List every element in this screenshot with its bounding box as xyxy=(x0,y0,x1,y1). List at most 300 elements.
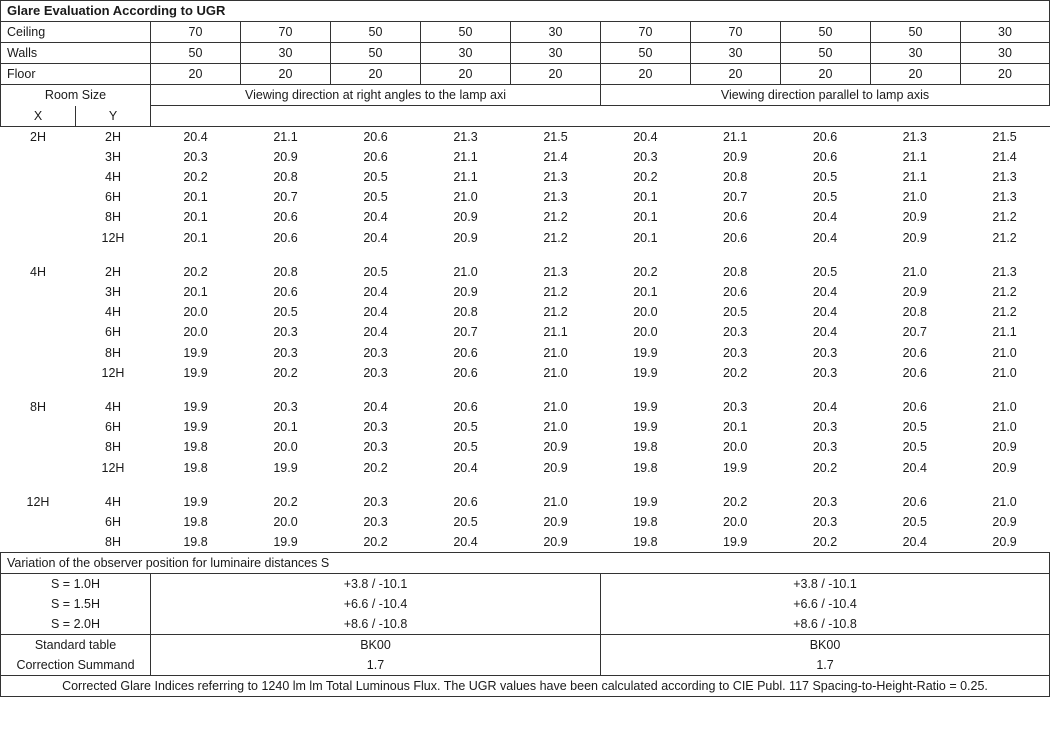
spacer-row xyxy=(151,478,601,492)
title-row xyxy=(1,1,1050,22)
ugr-value: 20.3 xyxy=(812,494,838,509)
room-size-row xyxy=(1,512,151,532)
ugr-value: 20.9 xyxy=(902,210,927,225)
ugr-value: 20.6 xyxy=(902,365,927,380)
ugr-value: 20.9 xyxy=(453,210,478,225)
walls-value: 50 xyxy=(601,43,691,64)
ugr-value: 20.4 xyxy=(363,325,388,340)
room-size-row xyxy=(1,437,151,457)
ugr-value: 19.9 xyxy=(633,345,658,360)
ceiling-value: 50 xyxy=(331,22,421,43)
ugr-value: 21.1 xyxy=(453,169,478,184)
ugr-value: 20.6 xyxy=(273,210,298,225)
ugr-data-row-parallel xyxy=(601,147,1050,167)
walls-value: 30 xyxy=(691,43,781,64)
ugr-value: 20.3 xyxy=(363,345,388,360)
page-title: Glare Evaluation According to UGR xyxy=(1,1,1050,22)
ugr-value: 20.5 xyxy=(902,440,927,455)
ugr-value: 20.5 xyxy=(363,264,388,279)
ugr-value: 20.6 xyxy=(902,494,927,509)
ugr-value: 21.0 xyxy=(992,420,1017,435)
floor-value: 20 xyxy=(151,64,241,85)
ugr-value: 20.6 xyxy=(723,284,748,299)
ugr-value: 19.8 xyxy=(183,535,208,550)
ugr-data-row-parallel xyxy=(601,458,1050,478)
walls-value: 30 xyxy=(511,43,601,64)
x-value xyxy=(1,363,76,383)
ugr-value: 21.4 xyxy=(992,149,1017,164)
ugr-value: 20.3 xyxy=(363,514,388,529)
ugr-value: 19.8 xyxy=(633,535,658,550)
ugr-value: 20.2 xyxy=(812,460,838,475)
ugr-value: 19.9 xyxy=(273,535,298,550)
correction-summand-row xyxy=(1,655,1050,676)
ugr-value: 21.2 xyxy=(543,305,568,320)
walls-label: Walls xyxy=(1,43,151,64)
ugr-value: 19.9 xyxy=(723,535,748,550)
ugr-value: 20.6 xyxy=(453,345,478,360)
walls-value: 50 xyxy=(781,43,871,64)
ugr-value: 21.0 xyxy=(453,264,478,279)
ugr-value: 20.9 xyxy=(992,514,1017,529)
x-value xyxy=(1,322,76,342)
ugr-data-row-parallel xyxy=(601,512,1050,532)
ugr-value: 20.2 xyxy=(363,535,388,550)
x-value xyxy=(1,532,76,552)
floor-value: 20 xyxy=(241,64,331,85)
ugr-value: 20.9 xyxy=(543,535,568,550)
ugr-value: 19.9 xyxy=(273,460,298,475)
y-value: 4H xyxy=(105,169,121,184)
ugr-value: 20.4 xyxy=(812,210,838,225)
ugr-value: 21.1 xyxy=(453,149,478,164)
ugr-value: 21.0 xyxy=(992,494,1017,509)
ugr-value: 21.1 xyxy=(273,129,298,144)
data-column-perpendicular xyxy=(151,126,601,553)
room-size-row xyxy=(1,187,151,207)
ugr-value: 20.3 xyxy=(812,514,838,529)
ugr-value: 20.4 xyxy=(633,129,658,144)
ugr-data-row-perpendicular xyxy=(151,228,601,248)
ugr-value: 20.1 xyxy=(183,284,208,299)
ugr-value: 20.1 xyxy=(183,230,208,245)
footnote-text: Corrected Glare Indices referring to 1240 lm lm Total Luminous Flux. The UGR values have been calculated according to CIE Publ. 117 Spacing-to-Height-Ratio = 0.25. xyxy=(1,676,1050,697)
spacer-row xyxy=(601,248,1050,262)
ugr-value: 19.9 xyxy=(633,399,658,414)
ugr-value: 20.5 xyxy=(273,305,298,320)
room-size-row xyxy=(1,417,151,437)
ugr-value: 20.9 xyxy=(273,149,298,164)
ugr-data-row-perpendicular xyxy=(151,512,601,532)
ugr-value: 20.4 xyxy=(812,325,838,340)
ugr-data-row-parallel xyxy=(601,397,1050,417)
ugr-value: 20.5 xyxy=(453,420,478,435)
y-value: 2H xyxy=(105,264,121,279)
ugr-value: 20.9 xyxy=(992,535,1017,550)
ugr-value: 20.3 xyxy=(183,149,208,164)
x-axis-label: X xyxy=(1,106,76,127)
data-grid-parallel xyxy=(601,127,1050,553)
room-size-row xyxy=(1,322,151,342)
ugr-value: 20.3 xyxy=(723,399,748,414)
variation-value-parallel: +8.6 / -10.8 xyxy=(601,614,1050,635)
ugr-value: 20.2 xyxy=(633,264,658,279)
ugr-data-row-parallel xyxy=(601,228,1050,248)
standard-table-row xyxy=(1,635,1050,656)
ugr-value: 19.8 xyxy=(633,440,658,455)
variation-row xyxy=(1,574,1050,595)
ugr-data-row-parallel xyxy=(601,207,1050,227)
ugr-value: 20.3 xyxy=(363,365,388,380)
y-value: 8H xyxy=(105,210,121,225)
ugr-value: 20.3 xyxy=(812,365,838,380)
ugr-value: 20.9 xyxy=(543,514,568,529)
x-value xyxy=(1,167,76,187)
spacer-row xyxy=(1,248,151,262)
walls-value: 30 xyxy=(241,43,331,64)
spacer-row xyxy=(1,383,151,397)
floor-value: 20 xyxy=(421,64,511,85)
ugr-data-row-perpendicular xyxy=(151,282,601,302)
ugr-value: 21.5 xyxy=(543,129,568,144)
ugr-value: 20.6 xyxy=(902,399,927,414)
ugr-value: 20.2 xyxy=(723,494,748,509)
ugr-value: 19.9 xyxy=(723,460,748,475)
ugr-value: 20.0 xyxy=(183,305,208,320)
ugr-value: 21.0 xyxy=(902,190,927,205)
ugr-value: 21.1 xyxy=(723,129,748,144)
ugr-value: 20.5 xyxy=(453,514,478,529)
ugr-value: 20.9 xyxy=(902,230,927,245)
ugr-value: 20.2 xyxy=(273,494,298,509)
y-value: 4H xyxy=(105,305,121,320)
spacer-cell xyxy=(151,383,601,397)
floor-value: 20 xyxy=(601,64,691,85)
room-size-grid xyxy=(1,127,151,553)
ugr-value: 20.5 xyxy=(723,305,748,320)
ugr-value: 20.9 xyxy=(453,230,478,245)
y-value: 6H xyxy=(105,190,121,205)
ugr-value: 20.5 xyxy=(363,190,388,205)
room-size-row xyxy=(1,127,151,147)
ugr-data-row-perpendicular xyxy=(151,127,601,147)
ugr-value: 21.2 xyxy=(543,230,568,245)
ugr-value: 20.3 xyxy=(812,345,838,360)
ugr-value: 20.2 xyxy=(633,169,658,184)
ugr-value: 20.0 xyxy=(633,325,658,340)
spacer-cell xyxy=(601,248,1050,262)
ugr-value: 20.2 xyxy=(183,264,208,279)
ceiling-value: 30 xyxy=(961,22,1050,43)
ugr-value: 20.1 xyxy=(633,230,658,245)
correction-summand-parallel: 1.7 xyxy=(601,655,1050,676)
ugr-value: 21.0 xyxy=(902,264,927,279)
ugr-value: 20.1 xyxy=(633,284,658,299)
spacer-cell xyxy=(1,383,151,397)
spacer-cell xyxy=(1,248,151,262)
ugr-data-row-perpendicular xyxy=(151,363,601,383)
ugr-value: 20.3 xyxy=(812,420,838,435)
room-size-row xyxy=(1,343,151,363)
ugr-data-row-perpendicular xyxy=(151,437,601,457)
ugr-data-row-parallel xyxy=(601,262,1050,282)
floor-value: 20 xyxy=(961,64,1050,85)
ugr-value: 20.3 xyxy=(363,420,388,435)
ugr-value: 21.3 xyxy=(453,129,478,144)
ugr-value: 20.2 xyxy=(812,535,838,550)
ugr-value: 19.9 xyxy=(633,494,658,509)
room-size-row xyxy=(1,492,151,512)
ugr-value: 21.2 xyxy=(543,210,568,225)
ugr-value: 20.6 xyxy=(273,230,298,245)
ugr-value: 20.4 xyxy=(812,284,838,299)
ugr-value: 21.3 xyxy=(992,264,1017,279)
y-value: 2H xyxy=(105,129,121,144)
ugr-value: 20.3 xyxy=(273,399,298,414)
spacer-row xyxy=(1,478,151,492)
x-value: 8H xyxy=(30,399,46,414)
walls-value: 30 xyxy=(871,43,961,64)
ceiling-row xyxy=(1,22,1050,43)
ugr-value: 20.9 xyxy=(992,460,1017,475)
y-value: 6H xyxy=(105,325,121,340)
ugr-value: 21.3 xyxy=(992,190,1017,205)
ugr-value: 20.7 xyxy=(723,190,748,205)
ugr-data-row-parallel xyxy=(601,167,1050,187)
ugr-value: 19.9 xyxy=(183,345,208,360)
ceiling-value: 50 xyxy=(421,22,511,43)
ugr-value: 21.0 xyxy=(992,365,1017,380)
ugr-data-row-perpendicular xyxy=(151,167,601,187)
ugr-value: 20.8 xyxy=(723,169,748,184)
room-size-row xyxy=(1,228,151,248)
ugr-data-row-parallel xyxy=(601,282,1050,302)
room-size-row xyxy=(1,397,151,417)
y-value: 8H xyxy=(105,440,121,455)
ugr-value: 20.6 xyxy=(453,494,478,509)
ugr-value: 20.9 xyxy=(453,284,478,299)
x-value xyxy=(1,302,76,322)
variation-row xyxy=(1,594,1050,614)
room-size-label: Room Size xyxy=(1,85,151,106)
ugr-value: 20.4 xyxy=(363,230,388,245)
ceiling-value: 70 xyxy=(151,22,241,43)
ugr-value: 20.6 xyxy=(812,129,838,144)
room-size-row xyxy=(1,262,151,282)
ugr-value: 20.4 xyxy=(453,460,478,475)
ugr-value: 20.3 xyxy=(633,149,658,164)
ugr-value: 20.5 xyxy=(453,440,478,455)
ugr-value: 20.3 xyxy=(812,440,838,455)
spacer-cell xyxy=(601,383,1050,397)
data-grid-perpendicular xyxy=(151,127,601,553)
ugr-data-row-parallel xyxy=(601,127,1050,147)
walls-value: 30 xyxy=(961,43,1050,64)
ugr-value: 21.0 xyxy=(992,399,1017,414)
ugr-value: 19.9 xyxy=(633,420,658,435)
ugr-value: 20.0 xyxy=(723,514,748,529)
ugr-value: 20.9 xyxy=(902,284,927,299)
variation-header-row xyxy=(1,553,1050,574)
ugr-value: 21.2 xyxy=(992,230,1017,245)
ugr-value: 20.4 xyxy=(363,305,388,320)
ugr-value: 20.6 xyxy=(273,284,298,299)
ugr-value: 20.6 xyxy=(812,149,838,164)
ugr-value: 20.5 xyxy=(902,420,927,435)
room-size-row xyxy=(1,207,151,227)
ugr-value: 20.1 xyxy=(183,210,208,225)
ugr-value: 19.8 xyxy=(633,460,658,475)
ugr-data-row-perpendicular xyxy=(151,302,601,322)
spacer-cell xyxy=(151,248,601,262)
ugr-value: 20.6 xyxy=(453,365,478,380)
ugr-data-row-perpendicular xyxy=(151,207,601,227)
ugr-value: 20.9 xyxy=(543,440,568,455)
y-value: 8H xyxy=(105,345,121,360)
floor-value: 20 xyxy=(781,64,871,85)
ugr-value: 20.6 xyxy=(363,129,388,144)
variation-row xyxy=(1,614,1050,635)
ugr-value: 21.1 xyxy=(902,169,927,184)
ugr-value: 20.4 xyxy=(363,210,388,225)
ugr-value: 20.1 xyxy=(183,190,208,205)
ugr-value: 20.6 xyxy=(723,230,748,245)
x-value xyxy=(1,147,76,167)
ceiling-value: 70 xyxy=(601,22,691,43)
ugr-data-row-parallel xyxy=(601,187,1050,207)
xy-header-row xyxy=(1,106,1050,127)
room-size-row xyxy=(1,532,151,552)
data-column-parallel xyxy=(601,126,1050,553)
walls-value: 50 xyxy=(151,43,241,64)
ugr-value: 20.7 xyxy=(453,325,478,340)
floor-value: 20 xyxy=(511,64,601,85)
room-size-row xyxy=(1,147,151,167)
y-value: 3H xyxy=(105,149,121,164)
x-value xyxy=(1,187,76,207)
ugr-value: 20.9 xyxy=(723,149,748,164)
standard-table-label: Standard table xyxy=(1,635,151,656)
variation-value-parallel: +3.8 / -10.1 xyxy=(601,574,1050,595)
spacer-row xyxy=(151,248,601,262)
ugr-value: 21.0 xyxy=(543,345,568,360)
room-size-row xyxy=(1,282,151,302)
ugr-value: 21.3 xyxy=(902,129,927,144)
ugr-data-row-perpendicular xyxy=(151,417,601,437)
correction-summand-label: Correction Summand xyxy=(1,655,151,676)
ugr-value: 20.9 xyxy=(543,460,568,475)
data-body-row xyxy=(1,126,1050,553)
ugr-value: 20.7 xyxy=(273,190,298,205)
ugr-value: 21.2 xyxy=(992,284,1017,299)
ugr-value: 20.3 xyxy=(723,325,748,340)
room-size-column xyxy=(1,126,151,553)
ceiling-value: 50 xyxy=(871,22,961,43)
ugr-data-row-parallel xyxy=(601,363,1050,383)
ugr-value: 21.0 xyxy=(543,420,568,435)
x-value xyxy=(1,437,76,457)
correction-summand-perpendicular: 1.7 xyxy=(151,655,601,676)
x-value xyxy=(1,458,76,478)
ugr-value: 21.4 xyxy=(543,149,568,164)
ugr-value: 20.4 xyxy=(902,535,927,550)
room-size-row xyxy=(1,167,151,187)
ugr-value: 21.1 xyxy=(543,325,568,340)
ugr-value: 20.1 xyxy=(273,420,298,435)
ugr-data-row-perpendicular xyxy=(151,343,601,363)
floor-value: 20 xyxy=(331,64,421,85)
y-value: 12H xyxy=(101,460,125,475)
group-header-perpendicular: Viewing direction at right angles to the lamp axi xyxy=(151,85,601,106)
ugr-value: 20.0 xyxy=(273,514,298,529)
walls-value: 50 xyxy=(331,43,421,64)
variation-value-perpendicular: +8.6 / -10.8 xyxy=(151,614,601,635)
ugr-data-row-parallel xyxy=(601,437,1050,457)
ugr-data-row-perpendicular xyxy=(151,262,601,282)
ugr-value: 20.1 xyxy=(723,420,748,435)
ugr-value: 21.1 xyxy=(902,149,927,164)
group-header-parallel: Viewing direction parallel to lamp axis xyxy=(601,85,1050,106)
ugr-value: 20.5 xyxy=(812,169,838,184)
ugr-value: 19.8 xyxy=(183,440,208,455)
ugr-value: 20.2 xyxy=(363,460,388,475)
y-value: 3H xyxy=(105,284,121,299)
variation-value-perpendicular: +3.8 / -10.1 xyxy=(151,574,601,595)
y-value: 4H xyxy=(105,399,121,414)
ugr-data-row-parallel xyxy=(601,302,1050,322)
ceiling-value: 70 xyxy=(691,22,781,43)
ugr-value: 20.5 xyxy=(902,514,927,529)
spacer-cell xyxy=(151,478,601,492)
ugr-data-row-parallel xyxy=(601,532,1050,552)
ugr-value: 19.8 xyxy=(183,460,208,475)
ugr-data-row-perpendicular xyxy=(151,147,601,167)
ugr-value: 20.4 xyxy=(363,399,388,414)
ugr-value: 20.1 xyxy=(633,210,658,225)
ugr-value: 19.9 xyxy=(183,399,208,414)
ugr-value: 20.4 xyxy=(453,535,478,550)
ugr-value: 20.2 xyxy=(183,169,208,184)
y-value: 8H xyxy=(105,535,121,550)
y-value: 12H xyxy=(101,365,125,380)
room-size-row xyxy=(1,458,151,478)
ugr-value: 20.3 xyxy=(273,325,298,340)
ugr-value: 20.6 xyxy=(902,345,927,360)
ugr-value: 20.4 xyxy=(183,129,208,144)
ugr-value: 21.5 xyxy=(992,129,1017,144)
ugr-value: 20.0 xyxy=(183,325,208,340)
room-size-row xyxy=(1,302,151,322)
ugr-value: 20.3 xyxy=(363,440,388,455)
ugr-value: 20.5 xyxy=(363,169,388,184)
ugr-value: 21.1 xyxy=(992,325,1017,340)
ugr-value: 21.2 xyxy=(543,284,568,299)
ugr-data-row-perpendicular xyxy=(151,322,601,342)
spacer-cell xyxy=(1,478,151,492)
ugr-value: 20.8 xyxy=(453,305,478,320)
ugr-value: 19.9 xyxy=(633,365,658,380)
floor-row xyxy=(1,64,1050,85)
ugr-value: 19.8 xyxy=(633,514,658,529)
ugr-value: 20.4 xyxy=(812,230,838,245)
x-value xyxy=(1,343,76,363)
ugr-data-row-perpendicular xyxy=(151,458,601,478)
ceiling-value: 50 xyxy=(781,22,871,43)
ugr-value: 19.8 xyxy=(183,514,208,529)
ugr-value: 20.0 xyxy=(633,305,658,320)
ugr-data-row-perpendicular xyxy=(151,532,601,552)
walls-row xyxy=(1,43,1050,64)
